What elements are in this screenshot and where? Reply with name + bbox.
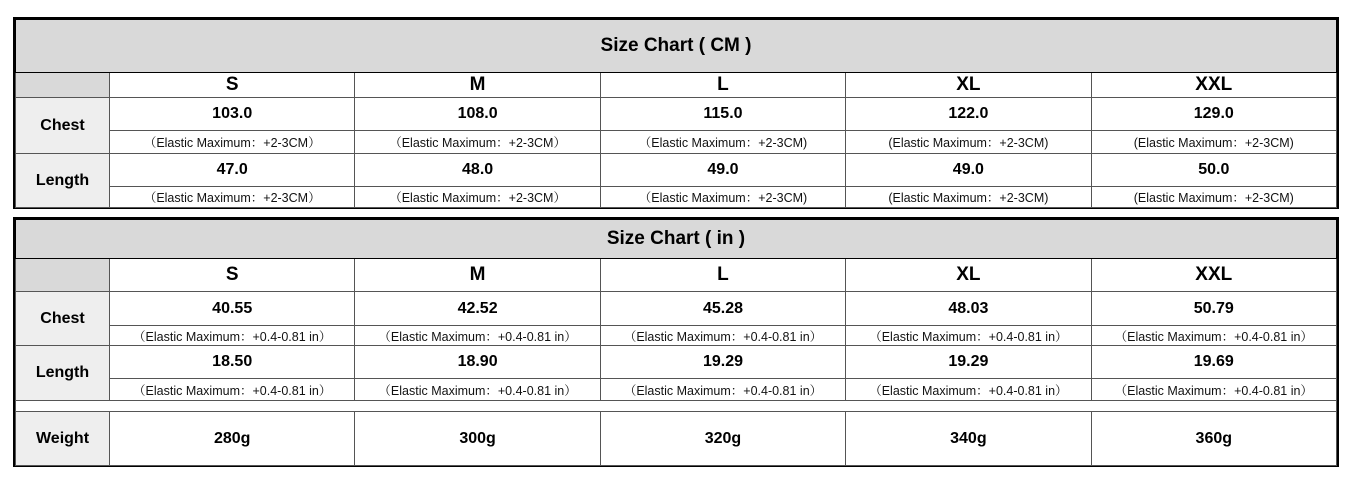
length-value: 19.29	[600, 346, 845, 379]
weight-value: 280g	[110, 412, 355, 466]
size-header: XXL	[1091, 73, 1336, 98]
size-header: L	[600, 259, 845, 292]
elastic-note: （Elastic Maximum：+2-3CM）	[355, 131, 600, 154]
elastic-note: （Elastic Maximum：+0.4-0.81 in）	[110, 379, 355, 401]
size-header: XL	[846, 259, 1091, 292]
row-label-weight: Weight	[16, 412, 110, 466]
length-value: 18.90	[355, 346, 600, 379]
size-header: XL	[846, 73, 1091, 98]
size-chart-cm-table	[15, 19, 1337, 208]
length-value: 18.50	[110, 346, 355, 379]
elastic-note: (Elastic Maximum：+2-3CM)	[1091, 131, 1336, 154]
elastic-note: （Elastic Maximum：+0.4-0.81 in）	[1091, 326, 1336, 346]
elastic-note: （Elastic Maximum：+2-3CM)	[600, 131, 845, 154]
elastic-note: （Elastic Maximum：+0.4-0.81 in）	[600, 326, 845, 346]
chest-value: 50.79	[1091, 292, 1336, 326]
weight-value: 340g	[846, 412, 1091, 466]
elastic-note: （Elastic Maximum：+0.4-0.81 in）	[846, 379, 1091, 401]
elastic-note: （Elastic Maximum：+0.4-0.81 in）	[110, 326, 355, 346]
length-value: 50.0	[1091, 154, 1336, 187]
chest-value: 40.55	[110, 292, 355, 326]
elastic-note: （Elastic Maximum：+2-3CM）	[110, 187, 355, 208]
elastic-note: （Elastic Maximum：+2-3CM）	[110, 131, 355, 154]
elastic-note: (Elastic Maximum：+2-3CM)	[846, 187, 1091, 208]
corner-cell	[16, 73, 110, 98]
chest-value: 103.0	[110, 98, 355, 131]
size-chart-cm	[13, 17, 1339, 209]
elastic-note: （Elastic Maximum：+2-3CM）	[355, 187, 600, 208]
chart-title: Size Chart ( in )	[16, 220, 1337, 259]
elastic-note: （Elastic Maximum：+2-3CM)	[600, 187, 845, 208]
spacer-row	[16, 401, 1337, 412]
length-value: 19.29	[846, 346, 1091, 379]
size-header: M	[355, 259, 600, 292]
elastic-note: （Elastic Maximum：+0.4-0.81 in）	[846, 326, 1091, 346]
chest-value: 48.03	[846, 292, 1091, 326]
row-label-length: Length	[16, 154, 110, 208]
chest-value: 129.0	[1091, 98, 1336, 131]
weight-value: 320g	[600, 412, 845, 466]
elastic-note: （Elastic Maximum：+0.4-0.81 in）	[600, 379, 845, 401]
elastic-note: (Elastic Maximum：+2-3CM)	[1091, 187, 1336, 208]
weight-value: 360g	[1091, 412, 1336, 466]
size-chart-in	[13, 217, 1339, 467]
elastic-note: （Elastic Maximum：+0.4-0.81 in）	[1091, 379, 1336, 401]
size-header: M	[355, 73, 600, 98]
chart-title: Size Chart ( CM )	[16, 20, 1337, 73]
size-header: L	[600, 73, 845, 98]
corner-cell	[16, 259, 110, 292]
chest-value: 45.28	[600, 292, 845, 326]
weight-value: 300g	[355, 412, 600, 466]
length-value: 49.0	[846, 154, 1091, 187]
size-header: S	[110, 259, 355, 292]
length-value: 47.0	[110, 154, 355, 187]
chest-value: 42.52	[355, 292, 600, 326]
chest-value: 115.0	[600, 98, 845, 131]
length-value: 19.69	[1091, 346, 1336, 379]
row-label-chest: Chest	[16, 98, 110, 154]
row-label-length: Length	[16, 346, 110, 401]
elastic-note: (Elastic Maximum：+2-3CM)	[846, 131, 1091, 154]
size-header: XXL	[1091, 259, 1336, 292]
length-value: 48.0	[355, 154, 600, 187]
chest-value: 122.0	[846, 98, 1091, 131]
size-header: S	[110, 73, 355, 98]
chest-value: 108.0	[355, 98, 600, 131]
elastic-note: （Elastic Maximum：+0.4-0.81 in）	[355, 379, 600, 401]
size-chart-in-table	[15, 219, 1337, 466]
length-value: 49.0	[600, 154, 845, 187]
row-label-chest: Chest	[16, 292, 110, 346]
elastic-note: （Elastic Maximum：+0.4-0.81 in）	[355, 326, 600, 346]
